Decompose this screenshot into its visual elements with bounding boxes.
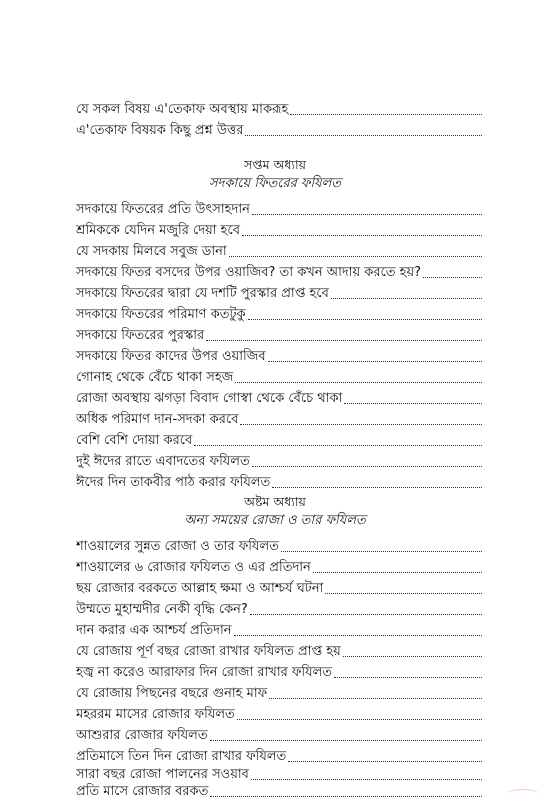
toc-entry-text: উম্মতে মুহাম্মদীর নেকী বৃদ্ধি কেন? [76, 602, 248, 617]
toc-entry[interactable] [76, 324, 482, 344]
toc-entry[interactable] [76, 429, 482, 449]
toc-entry-text: সদকায়ে ফিতর কাদের উপর ওয়াজিব [76, 349, 266, 364]
toc-entry-text: সদকায়ে ফিতর বসদের উপর ওয়াজিব? তা কখন আদায় করতে হয়? [76, 265, 422, 280]
dot-leader [252, 466, 482, 467]
dot-leader [268, 361, 482, 362]
dot-leader [250, 614, 482, 615]
toc-entry-text: সদকায়ে ফিতরের পরিমাণ কতটুকু [76, 307, 246, 322]
toc-entry-text: প্রতি মাসে রোজার বরকত [76, 784, 209, 799]
dot-leader [252, 214, 482, 215]
toc-entry[interactable] [76, 703, 482, 723]
toc-entry-text: শ্রমিককে যেদিন মজুরি দেয়া হবে [76, 223, 240, 238]
toc-entry[interactable] [76, 450, 482, 470]
toc-entry[interactable] [76, 408, 482, 428]
dot-leader [210, 740, 482, 741]
toc-entry-text: দান করার এক আশ্চর্য প্রতিদান [76, 623, 232, 638]
dot-leader [237, 719, 482, 720]
toc-entry-text: হজ্ব না করেও আরাফার দিন রোজা রাখার ফযিলত [76, 665, 333, 680]
toc-entry[interactable] [76, 661, 482, 681]
toc-entry[interactable] [76, 471, 482, 491]
chapter-7-title: সদকায়ে ফিতরের ফযিলত [208, 176, 342, 191]
dot-leader [423, 277, 482, 278]
toc-entry[interactable] [76, 366, 482, 386]
dot-leader [210, 796, 482, 797]
decorative-corner-mark [506, 789, 540, 800]
chapter-8-label: অষ্টম অধ্যায় [244, 494, 306, 509]
dot-leader [313, 572, 482, 573]
dot-leader [245, 135, 482, 136]
toc-entry-text: গোনাহ থেকে বেঁচে থাকা সহজ [76, 370, 234, 385]
toc-entry[interactable] [76, 240, 482, 260]
dot-leader [281, 551, 482, 552]
toc-entry-text: ছয় রোজার বরকতে আল্লাহ ক্ষমা ও আশ্চর্য ঘটনা [76, 581, 324, 596]
dot-leader [343, 656, 482, 657]
toc-entry-text: সদকায়ে ফিতরের প্রতি উৎসাহদান [76, 202, 250, 217]
toc-entry[interactable] [76, 198, 482, 218]
dot-leader [325, 593, 482, 594]
toc-entry-text: রোজা অবস্থায় ঝগড়া বিবাদ গোস্বা থেকে বেঁচে থাকা [76, 391, 343, 406]
dot-leader [331, 298, 482, 299]
toc-entry-text: যে সদকায় মিলবে সবুজ ডানা [76, 244, 227, 259]
toc-entry[interactable] [76, 682, 482, 702]
toc-entry[interactable] [76, 745, 482, 765]
dot-leader [344, 403, 482, 404]
toc-entry[interactable] [76, 261, 482, 281]
toc-entry-text: ঈদের দিন তাকবীর পাঠ করার ফযিলত [76, 475, 271, 490]
toc-entry[interactable] [76, 98, 482, 118]
toc-entry-text: যে রোজায় পূর্ণ বছর রোজা রাখার ফযিলত প্রাপ্ত হয় [76, 644, 341, 659]
toc-entry[interactable] [76, 619, 482, 639]
dot-leader [334, 677, 482, 678]
toc-entry-text: যে রোজায় পিছনের বছরে গুনাহ মাফ [76, 686, 268, 701]
toc-entry[interactable] [76, 780, 482, 800]
chapter-8-title: অন্য সময়ের রোজা ও তার ফযিলত [184, 513, 366, 528]
dot-leader [206, 340, 482, 341]
dot-leader [290, 114, 482, 115]
toc-entry-text: সদকায়ে ফিতরের দ্বারা যে দশটি পুরস্কার প্রাপ্ত হবে [76, 286, 329, 301]
toc-entry[interactable] [76, 219, 482, 239]
toc-entry-text: অধিক পরিমাণ দান-সদকা করবে [76, 412, 239, 427]
dot-leader [240, 424, 482, 425]
dot-leader [194, 445, 482, 446]
dot-leader [269, 698, 482, 699]
toc-entry-text: মহররম মাসের রোজার ফযিলত [76, 707, 235, 722]
dot-leader [229, 256, 482, 257]
toc-entry-text: বেশি বেশি দোয়া করবে [76, 433, 193, 448]
toc-entry-text: এ'তেকাফ বিষয়ক কিছু প্রশ্ন উত্তর [76, 123, 244, 138]
toc-entry-text: শাওয়ালের ৬ রোজার ফযিলত ও এর প্রতিদান [76, 560, 311, 575]
toc-entry[interactable] [76, 535, 482, 555]
dot-leader [235, 382, 482, 383]
dot-leader [234, 635, 482, 636]
dot-leader [242, 235, 482, 236]
toc-entry-text: দুই ঈদের রাতে এবাদতের ফযিলত [76, 454, 250, 469]
toc-entry[interactable] [76, 119, 482, 139]
toc-entry[interactable] [76, 640, 482, 660]
toc-entry[interactable] [76, 556, 482, 576]
toc-entry[interactable] [76, 724, 482, 744]
toc-entry[interactable] [76, 282, 482, 302]
dot-leader [248, 319, 482, 320]
toc-entry-text: আশুরার রোজার ফযিলত [76, 728, 208, 743]
chapter-7-label: সপ্তম অধ্যায় [244, 157, 306, 172]
toc-entry-text: যে সকল বিষয় এ'তেকাফ অবস্থায় মাকরূহ [76, 102, 289, 117]
toc-entry[interactable] [76, 387, 482, 407]
toc-entry[interactable] [76, 345, 482, 365]
toc-entry[interactable] [76, 598, 482, 618]
dot-leader [272, 487, 482, 488]
toc-entry-text: শাওয়ালের সুন্নত রোজা ও তার ফযিলত [76, 539, 279, 554]
toc-entry[interactable] [76, 303, 482, 323]
toc-entry-text: সারা বছর রোজা পালনের সওয়াব [76, 767, 249, 782]
dot-leader [288, 761, 482, 762]
toc-entry-text: প্রতিমাসে তিন দিন রোজা রাখার ফযিলত [76, 749, 287, 764]
toc-entry[interactable] [76, 577, 482, 597]
toc-entry-text: সদকায়ে ফিতরের পুরস্কার [76, 328, 205, 343]
